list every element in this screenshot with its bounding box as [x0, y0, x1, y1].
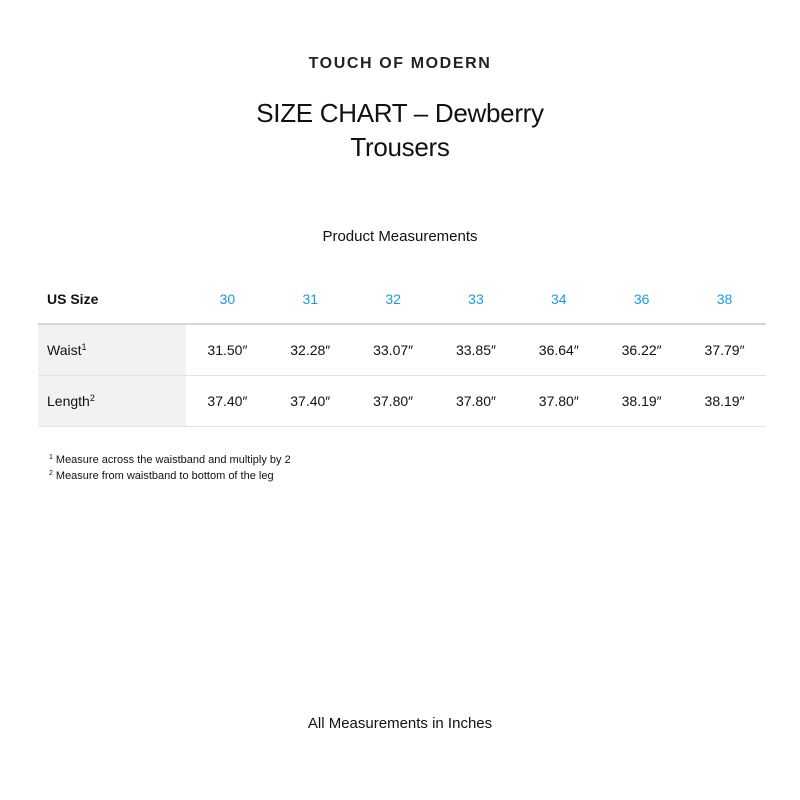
- size-col-header: 31: [269, 275, 352, 324]
- table-cell: 37.80″: [352, 376, 435, 427]
- section-subtitle: Product Measurements: [322, 228, 478, 245]
- title-line-2: Trousers: [350, 132, 450, 162]
- row-label-text: Waist: [47, 342, 82, 358]
- footnotes: [49, 451, 291, 483]
- size-header-row: [38, 275, 766, 324]
- footnote-mark: 2: [89, 393, 95, 403]
- footnote-text: Measure across the waistband and multiply by 2: [55, 454, 291, 466]
- table-cell: 33.85″: [435, 324, 518, 376]
- size-header-label: US Size: [38, 275, 186, 324]
- size-col-header: 33: [435, 275, 518, 324]
- row-label-text: Length: [47, 393, 90, 409]
- size-chart-table: [38, 275, 766, 427]
- footnote-text: Measure from waistband to bottom of the leg: [55, 470, 274, 482]
- table-cell: 38.19″: [600, 376, 683, 427]
- size-col-header: 38: [683, 275, 766, 324]
- table-cell: 37.80″: [435, 376, 518, 427]
- size-col-header: 34: [517, 275, 600, 324]
- table-cell: 37.40″: [186, 376, 269, 427]
- footnote-mark: 1: [49, 454, 53, 461]
- size-col-header: 32: [352, 275, 435, 324]
- footnote-item: [49, 451, 291, 467]
- brand-logo: TOUCH OF MODERN: [308, 55, 492, 72]
- row-label-length: [38, 376, 186, 427]
- title-line-1: SIZE CHART – Dewberry: [256, 98, 544, 128]
- table-cell: 37.80″: [517, 376, 600, 427]
- table-cell: 36.22″: [600, 324, 683, 376]
- size-col-header: 30: [186, 275, 269, 324]
- table-cell: 31.50″: [186, 324, 269, 376]
- table-cell: 37.40″: [269, 376, 352, 427]
- footnote-mark: 1: [81, 342, 87, 352]
- table-cell: 33.07″: [352, 324, 435, 376]
- units-note: All Measurements in Inches: [307, 715, 493, 732]
- footnote-item: [49, 467, 291, 483]
- table-row-waist: [38, 324, 766, 376]
- size-col-header: 36: [600, 275, 683, 324]
- table-cell: 38.19″: [683, 376, 766, 427]
- row-label-waist: [38, 324, 186, 376]
- footnote-mark: 2: [49, 470, 53, 477]
- table-cell: 32.28″: [269, 324, 352, 376]
- table-cell: 36.64″: [517, 324, 600, 376]
- page-title: [0, 96, 800, 164]
- table-row-length: [38, 376, 766, 427]
- table-cell: 37.79″: [683, 324, 766, 376]
